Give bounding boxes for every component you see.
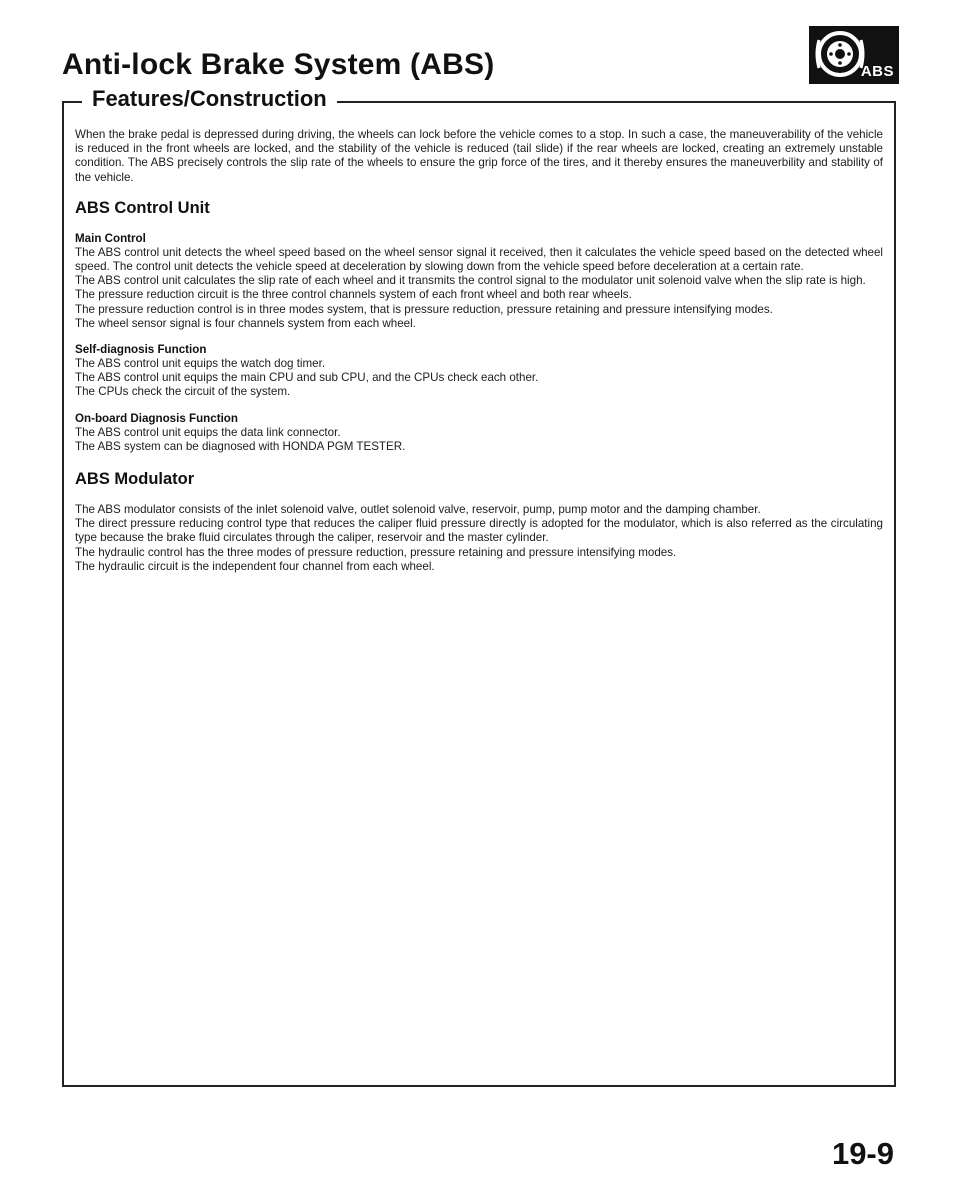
self-diagnosis-paragraph: The CPUs check the circuit of the system. (75, 385, 291, 399)
modulator-paragraph: The hydraulic circuit is the independent four channel from each wheel. (75, 559, 435, 573)
content-body (75, 128, 883, 574)
modulator-section (75, 503, 883, 574)
control-unit-heading: ABS Control Unit (75, 198, 210, 217)
intro-paragraph: When the brake pedal is depressed during driving, the wheels can lock before the vehicle comes to a stop. In such a case, the maneuverability of the vehicle is reduced in the front wheels are locked, and the stability of the vehicle is reduced (tail slide) if the rear wheels are locked, creating an extremely unstable condition. The ABS precisely controls the slip rate of the wheels to ensure the grip force of the tires, and it thereby ensures the maneuverbility and stability of the vehicle. (75, 128, 883, 184)
page-number: 19-9 (831, 1136, 894, 1171)
onboard-diagnosis-paragraph: The ABS system can be diagnosed with HONDA PGM TESTER. (75, 439, 406, 453)
main-control-paragraph: The ABS control unit detects the wheel speed based on the wheel sensor signal it received, then it calculates the vehicle speed based on the detected wheel speed. The control unit detects the vehicle speed at deceleration by slowing down from the vehicle speed before deceleration at a certain rate. (75, 245, 883, 274)
self-diagnosis-paragraph: The ABS control unit equips the main CPU and sub CPU, and the CPUs check each other. (75, 371, 539, 385)
self-diagnosis-heading: Self-diagnosis Function (75, 343, 207, 357)
self-diagnosis-section (75, 343, 883, 400)
onboard-diagnosis-section (75, 412, 883, 454)
onboard-diagnosis-heading: On-board Diagnosis Function (75, 411, 238, 425)
modulator-paragraph: The direct pressure reducing control type that reduces the caliper fluid pressure directly is adopted for the modulator, which is also referred as the circulating type because the brake fluid circulates through the caliper, reservoir and the master cylinder. (75, 517, 883, 545)
main-control-paragraph: The ABS control unit calculates the slip rate of each wheel and it transmits the control signal to the modulator unit solenoid valve when the slip rate is high. (75, 274, 866, 288)
main-control-paragraph: The wheel sensor signal is four channels system from each wheel. (75, 316, 416, 330)
main-control-paragraph: The pressure reduction circuit is the three control channels system of each front wheel and both rear wheels. (75, 288, 632, 302)
modulator-paragraph: The hydraulic control has the three modes of pressure reduction, pressure retaining and pressure intensifying modes. (75, 545, 677, 559)
page-title: Anti-lock Brake System (ABS) (62, 48, 495, 81)
abs-logo-label: ABS (860, 63, 894, 80)
onboard-diagnosis-paragraph: The ABS control unit equips the data link connector. (75, 425, 341, 439)
main-control-heading: Main Control (75, 231, 146, 245)
self-diagnosis-paragraph: The ABS control unit equips the watch dog timer. (75, 357, 326, 371)
main-control-section (75, 232, 883, 331)
main-control-paragraph: The pressure reduction control is in three modes system, that is pressure reduction, pressure retaining and pressure intensifying modes. (75, 302, 773, 316)
abs-logo (809, 26, 899, 84)
modulator-heading: ABS Modulator (75, 470, 195, 489)
section-title: Features/Construction (82, 86, 337, 112)
modulator-paragraph: The ABS modulator consists of the inlet solenoid valve, outlet solenoid valve, reservoir, pump, pump motor and the damping chamber. (75, 503, 761, 517)
